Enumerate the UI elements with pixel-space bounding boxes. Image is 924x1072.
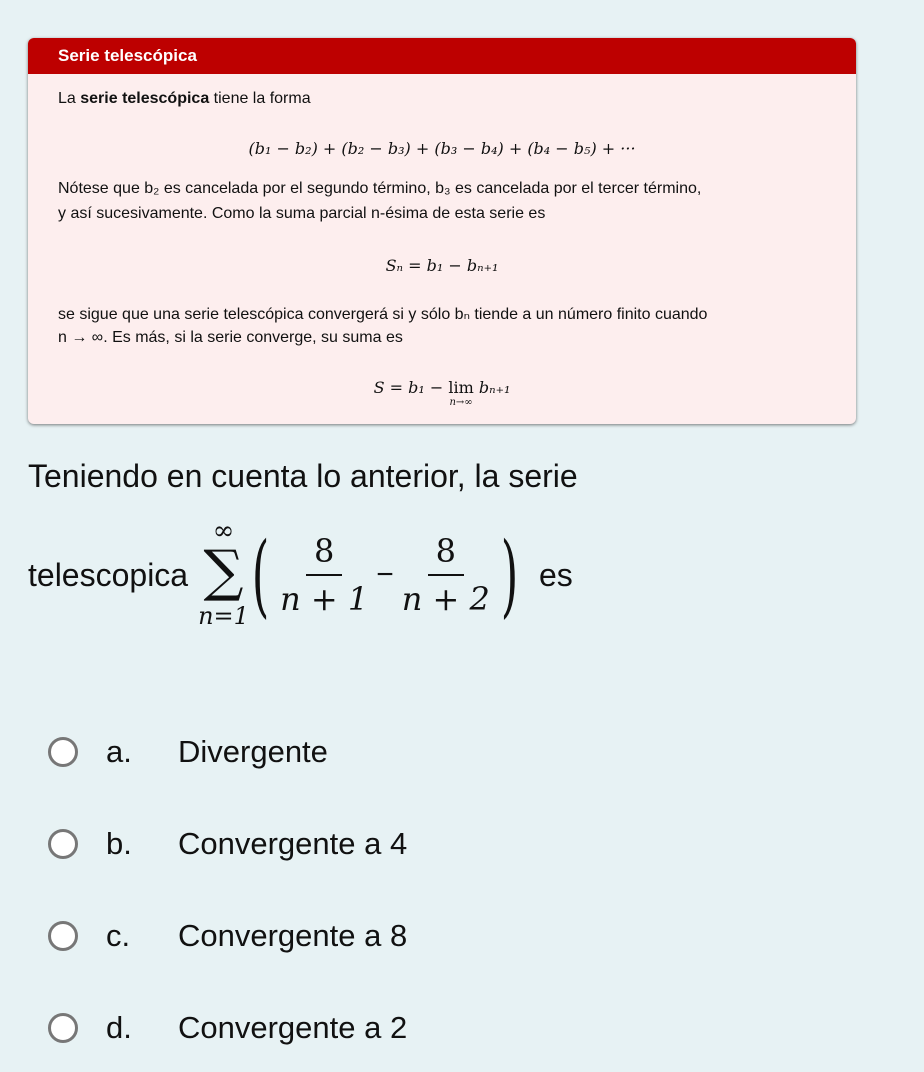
para2-line1: se sigue que una serie telescópica convergerá si y sólo bₙ tiende a un número finito cuando bbox=[58, 306, 708, 323]
fraction-2 bbox=[402, 532, 490, 618]
definition-box bbox=[28, 38, 856, 424]
para1-line2: y así sucesivamente. Como la suma parcial n-ésima de esta serie es bbox=[58, 205, 546, 222]
minus: − bbox=[376, 558, 394, 591]
option-text: Convergente a 8 bbox=[178, 918, 408, 953]
formula3-right: bₙ₊₁ bbox=[473, 378, 511, 397]
numerator-1: 8 bbox=[306, 532, 342, 576]
denominator-1: n + 1 bbox=[280, 580, 369, 618]
lim-sub: n→∞ bbox=[449, 397, 473, 408]
intro-bold: serie telescópica bbox=[80, 90, 210, 107]
option-c[interactable] bbox=[48, 916, 407, 956]
option-text: Divergente bbox=[178, 734, 328, 769]
para1-line1: Nótese que b₂ es cancelada por el segundo término, b₃ es cancelada por el tercer término, bbox=[58, 180, 702, 197]
option-letter: d. bbox=[106, 1010, 132, 1045]
option-b[interactable] bbox=[48, 824, 407, 864]
para2-line2: n → ∞. Es más, si la serie converge, su suma es bbox=[58, 329, 403, 346]
option-letter: a. bbox=[106, 734, 132, 769]
question-line1: Teniendo en cuenta lo anterior, la serie bbox=[28, 458, 578, 494]
question-post: es bbox=[538, 556, 573, 593]
radio-icon[interactable] bbox=[48, 921, 78, 951]
option-letter: b. bbox=[106, 826, 132, 861]
intro-text bbox=[58, 90, 311, 108]
option-text: Convergente a 4 bbox=[178, 826, 408, 861]
question-pre: telescopica bbox=[28, 556, 189, 593]
intro-pre: La bbox=[58, 90, 81, 107]
radio-icon[interactable] bbox=[48, 829, 78, 859]
intro-post: tiene la forma bbox=[209, 90, 311, 107]
option-letter: c. bbox=[106, 918, 131, 953]
question-line2 bbox=[28, 500, 573, 650]
formula-partial-sum: Sₙ = b₁ − bₙ₊₁ bbox=[385, 256, 499, 275]
radio-icon[interactable] bbox=[48, 737, 78, 767]
sum-lower: n=1 bbox=[198, 602, 249, 630]
formula3-left: S = b₁ − bbox=[373, 378, 449, 397]
denominator-2: n + 2 bbox=[401, 580, 490, 618]
sum-symbol: ∑ bbox=[203, 539, 244, 604]
radio-icon[interactable] bbox=[48, 1013, 78, 1043]
numerator-2: 8 bbox=[428, 532, 464, 576]
sum-operator bbox=[198, 516, 249, 630]
formula-sum bbox=[28, 378, 856, 408]
option-text: Convergente a 2 bbox=[178, 1010, 408, 1045]
option-d[interactable] bbox=[48, 1008, 407, 1048]
sum-upper: ∞ bbox=[212, 516, 235, 546]
option-a[interactable] bbox=[48, 732, 328, 772]
right-paren: ) bbox=[500, 522, 519, 628]
fraction-1 bbox=[280, 532, 368, 618]
left-paren: ( bbox=[251, 522, 270, 628]
lim: lim bbox=[448, 378, 474, 397]
box-title: Serie telescópica bbox=[28, 38, 856, 74]
formula-series: (b₁ − b₂) + (b₂ − b₃) + (b₃ − b₄) + (b₄ − b₅) + ··· bbox=[248, 139, 636, 158]
